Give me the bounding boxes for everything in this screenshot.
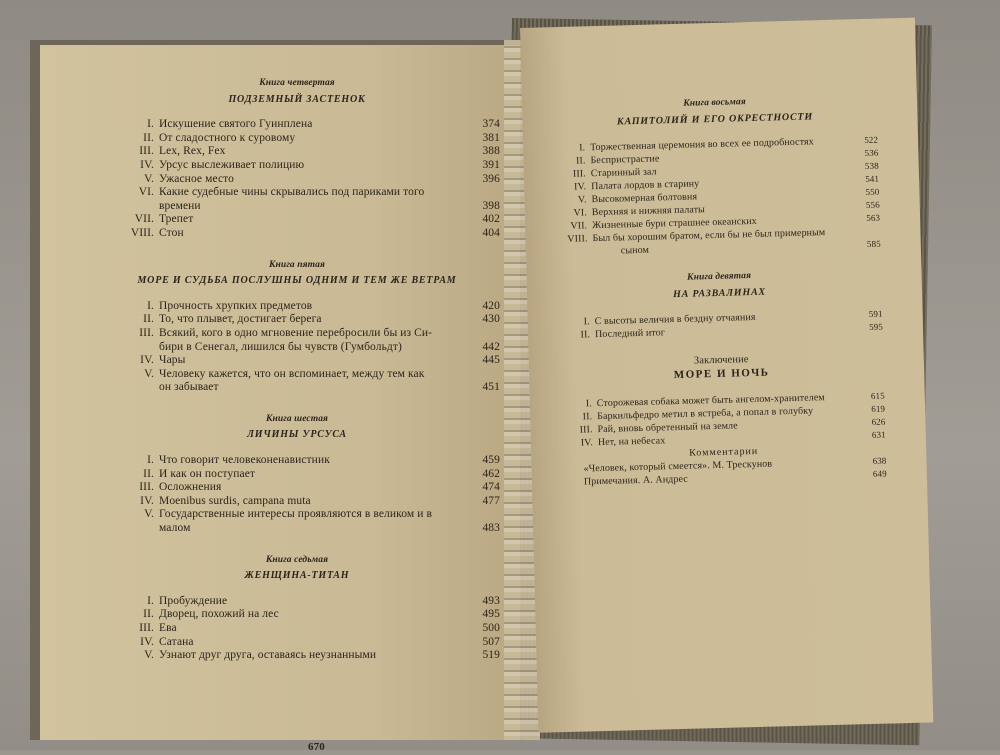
conclusion-entries	[560, 389, 886, 449]
page-ref: 626	[871, 416, 886, 427]
chapter-number: I.	[583, 316, 590, 328]
chapter-title: Прочность хрупких предметов	[159, 299, 313, 312]
chapter-title: Трепет	[159, 213, 194, 226]
page-ref: 507	[482, 635, 500, 648]
book-title: КАПИТОЛИЙ И ЕГО ОКРЕСТНОСТИ	[616, 110, 814, 128]
commentary-heading: Комментарии	[689, 445, 759, 459]
toc-entry	[94, 186, 500, 200]
book-label: Книга четвертая	[259, 78, 335, 88]
page-ref: 396	[482, 172, 500, 185]
chapter-title: Высокомерная болтовня	[591, 191, 698, 206]
chapter-number: I.	[147, 594, 154, 607]
chapter-title: Сатана	[159, 635, 194, 648]
book-label: Книга восьмая	[683, 97, 746, 109]
chapter-title: Дворец, похожий на лес	[159, 608, 279, 621]
toc-entry	[94, 468, 500, 482]
chapter-title: Lex, Rex, Fex	[159, 145, 226, 158]
commentary-title: «Человек, который смеется». М. Трескунов	[583, 458, 773, 475]
chapter-number: III.	[139, 481, 154, 494]
chapter-number: III.	[572, 168, 586, 180]
page-ref: 585	[866, 238, 881, 250]
page-ref: 595	[869, 321, 884, 333]
conclusion-heading: Заключение	[693, 354, 749, 367]
page-ref: 430	[482, 313, 500, 326]
chapter-title: Искушение святого Гуинплена	[159, 118, 313, 131]
toc-entry	[94, 354, 500, 368]
chapter-number: VI.	[138, 186, 154, 199]
toc-entry	[94, 159, 500, 173]
chapter-number: II.	[575, 155, 586, 167]
chapter-title-continuation: времени	[159, 199, 201, 212]
toc-entry-continuation	[94, 522, 500, 536]
chapter-number: IV.	[140, 158, 154, 171]
book-section	[556, 267, 883, 343]
page-ref: 519	[482, 649, 500, 662]
chapter-number: II.	[582, 410, 593, 423]
toc-entry	[94, 649, 500, 663]
toc-entry	[94, 132, 500, 146]
toc-entry	[94, 300, 500, 314]
toc-entry	[94, 313, 500, 327]
page-ref: 483	[482, 522, 500, 535]
chapter-title: Что говорит человеконенавистник	[159, 454, 330, 467]
chapter-number: I.	[585, 397, 592, 409]
page-ref: 615	[870, 390, 885, 401]
chapter-title: Человеку кажется, что он вспоминает, между тем как	[159, 367, 425, 380]
chapter-title: Старинный зал	[590, 166, 657, 180]
chapter-title: Всякий, кого в одно мгновение перебросили бы из Си-	[159, 326, 433, 339]
book-label: Книга шестая	[265, 413, 329, 424]
toc-entry	[94, 173, 500, 187]
page-ref: 536	[864, 147, 879, 159]
toc-entry	[94, 495, 500, 509]
page-ref: 619	[871, 403, 886, 414]
page-ref: 541	[865, 173, 880, 185]
page-ref: 638	[872, 455, 887, 467]
chapter-title: Верхняя и нижняя палаты	[591, 204, 706, 219]
chapter-number: V.	[577, 194, 587, 206]
page-ref: 388	[482, 145, 500, 158]
book-section	[94, 554, 500, 663]
page-ref: 459	[482, 454, 500, 467]
page-ref: 381	[482, 131, 500, 144]
chapter-title: Ева	[159, 622, 177, 634]
page-ref: 550	[865, 186, 880, 198]
chapter-number: III.	[139, 145, 154, 158]
toc-entry	[94, 118, 500, 132]
chapter-number: I.	[147, 299, 154, 312]
chapter-title: Узнают друг друга, оставаясь неузнанными	[159, 649, 377, 662]
book-section	[94, 413, 500, 536]
chapter-title: Жизненные бури страшнее океанских	[592, 216, 757, 232]
chapter-title: Урсус выслеживает полицию	[159, 158, 305, 171]
chapter-number: I.	[578, 142, 586, 154]
toc-entry-continuation	[94, 341, 500, 355]
chapter-number: IV.	[140, 494, 154, 507]
chapter-number: IV.	[573, 181, 587, 193]
toc-entry	[94, 481, 500, 495]
page-ref: 493	[482, 594, 500, 607]
chapter-title: Был бы хорошим братом, если бы не был примерным	[592, 227, 826, 245]
toc-entry-continuation	[94, 381, 500, 395]
chapter-title: Последний итог	[594, 327, 666, 341]
left-page	[40, 45, 520, 753]
chapter-title: Баркильфедро метил в ястреба, а попал в голубку	[597, 405, 814, 422]
chapter-number: V.	[144, 649, 154, 662]
toc-entry	[94, 327, 500, 341]
toc-entry	[94, 636, 500, 650]
chapter-title: Палата лордов в старину	[591, 178, 700, 193]
chapter-number: IV.	[580, 436, 594, 449]
chapter-number: V.	[144, 508, 154, 521]
chapter-title: Чары	[159, 354, 186, 367]
page-ref: 522	[864, 134, 879, 146]
chapter-title: С высоты величия в бездну отчаяния	[594, 312, 756, 328]
commentary-title: Примечания. А. Андрес	[583, 473, 689, 488]
toc-entry	[94, 608, 500, 622]
book-title: НА РАЗВАЛИНАХ	[672, 286, 767, 300]
page-ref: 374	[482, 118, 500, 131]
page-ref: 451	[482, 381, 500, 394]
page-ref: 649	[872, 468, 887, 480]
page-ref: 442	[482, 340, 500, 353]
chapter-number: II.	[143, 467, 154, 480]
chapter-title: Стон	[159, 226, 184, 239]
chapter-title: Пробуждение	[159, 594, 228, 607]
book-title: МОРЕ И СУДЬБА ПОСЛУШНЫ ОДНИМ И ТЕМ ЖЕ ВЕТРАМ	[137, 275, 457, 287]
chapter-title: Государственные интересы проявляются в великом и в	[159, 508, 432, 521]
toc-entry	[94, 368, 500, 382]
book-label: Книга девятая	[686, 271, 752, 283]
chapter-title: Moenibus surdis, campana muta	[159, 494, 311, 507]
chapter-title: Сторожевая собака может быть ангелом-хранителем	[596, 391, 825, 409]
chapter-list	[94, 454, 500, 536]
page-ref: 538	[864, 160, 879, 172]
chapter-number: II.	[143, 131, 154, 144]
chapter-number: I.	[147, 454, 154, 467]
page-ref: 556	[865, 199, 880, 211]
toc-entry	[94, 622, 500, 636]
chapter-number: II.	[143, 313, 154, 326]
chapter-title: Беспристрастие	[590, 153, 660, 167]
chapter-number: V.	[144, 172, 154, 185]
toc-entry	[94, 213, 500, 227]
page-ref: 445	[482, 354, 500, 367]
conclusion-section	[559, 350, 887, 489]
page-ref: 495	[482, 608, 500, 621]
chapter-title-continuation: сыном	[620, 244, 650, 257]
page-ref: 477	[482, 494, 500, 507]
chapter-title: Какие судебные чины скрывались под париками того	[159, 186, 425, 199]
book-title: ЖЕНЩИНА-ТИТАН	[244, 570, 350, 582]
toc-entry	[94, 508, 500, 522]
page-ref: 631	[871, 429, 886, 440]
chapter-title: Торжественная церемония во всех ее подробностях	[590, 136, 814, 154]
toc-entry	[94, 454, 500, 468]
chapter-number: VIII.	[567, 233, 588, 246]
book-label: Книга пятая	[269, 259, 325, 270]
chapter-number: III.	[139, 622, 154, 634]
book-title: ПОДЗЕМНЫЙ ЗАСТЕНОК	[228, 93, 366, 105]
chapter-title: Рай, вновь обретенный на земле	[597, 420, 738, 435]
chapter-number: VII.	[134, 213, 154, 226]
toc-entry	[94, 595, 500, 609]
chapter-title: То, что плывет, достигает берега	[159, 313, 322, 326]
book-title: ЛИЧИНЫ УРСУСА	[247, 429, 347, 441]
book-section	[94, 77, 500, 241]
chapter-list	[94, 300, 500, 395]
page-ref: 420	[482, 299, 500, 312]
page-ref: 462	[482, 467, 500, 480]
chapter-number: V.	[144, 367, 154, 380]
chapter-number: VIII.	[130, 226, 154, 239]
chapter-number: IV.	[140, 635, 154, 648]
chapter-list	[558, 308, 884, 342]
chapter-title-continuation: малом	[159, 522, 191, 535]
chapter-list	[553, 134, 881, 259]
page-ref: 404	[482, 226, 500, 239]
page-number: 670	[308, 741, 325, 753]
conclusion-title: МОРЕ И НОЧЬ	[673, 366, 770, 382]
page-ref: 563	[866, 212, 881, 224]
chapter-title: Осложнения	[159, 481, 222, 494]
left-page-contents	[94, 77, 500, 663]
page-ref: 591	[868, 308, 883, 320]
page-ref: 402	[482, 213, 500, 226]
page-ref: 500	[482, 622, 500, 634]
toc-entry-continuation	[94, 200, 500, 214]
toc-entry	[94, 227, 500, 241]
chapter-title: Нет, на небесах	[597, 434, 666, 448]
chapter-title-continuation: он забывает	[159, 381, 219, 394]
book-label: Книга седьмая	[265, 554, 329, 565]
chapter-title-continuation: бири в Сенегал, лишился бы чувств (Гумбольдт)	[159, 340, 402, 353]
page-ref: 398	[482, 199, 500, 212]
chapter-number: VI.	[573, 207, 588, 219]
book-section	[94, 259, 500, 395]
chapter-list	[94, 118, 500, 240]
chapter-list	[94, 595, 500, 663]
right-page	[520, 18, 933, 733]
chapter-title: От сладостного к суровому	[159, 131, 296, 144]
book-section	[552, 93, 881, 260]
chapter-number: IV.	[140, 354, 154, 367]
page-ref: 474	[482, 481, 500, 494]
page-ref: 391	[482, 158, 500, 171]
chapter-title: И как он поступает	[159, 467, 256, 480]
chapter-number: III.	[139, 326, 154, 339]
chapter-number: II.	[580, 329, 591, 341]
chapter-number: I.	[147, 118, 154, 131]
chapter-title: Ужасное место	[159, 172, 235, 185]
chapter-number: III.	[579, 423, 593, 436]
toc-entry	[94, 145, 500, 159]
right-page-contents	[552, 93, 883, 343]
chapter-number: II.	[143, 608, 154, 621]
chapter-number: VII.	[570, 220, 588, 232]
